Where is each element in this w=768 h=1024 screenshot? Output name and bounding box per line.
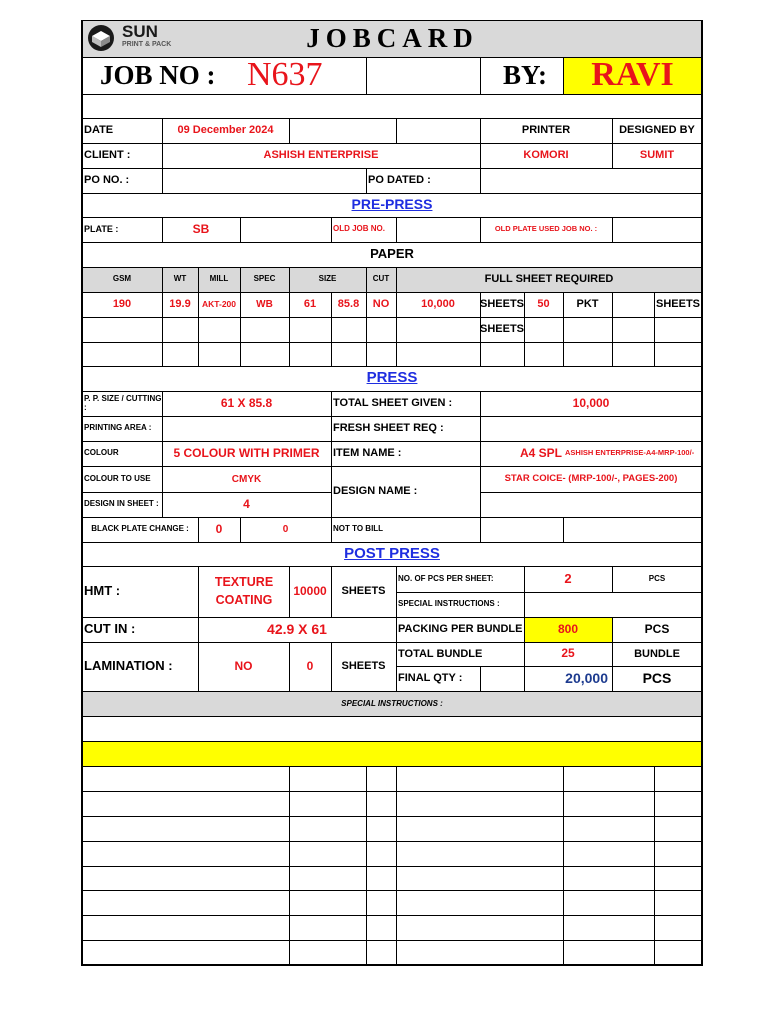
paper-cut: NO <box>372 298 390 311</box>
by-label: BY: <box>502 59 548 90</box>
line <box>654 766 655 965</box>
packing-label: PACKING PER BUNDLE <box>398 623 523 636</box>
press-title: PRESS <box>366 369 418 387</box>
postpress-title: POST PRESS <box>344 544 440 562</box>
line <box>240 217 241 242</box>
paper-sheets-label-2: SHEETS <box>655 298 700 311</box>
paper-title: PAPER <box>370 246 414 262</box>
line <box>82 940 703 941</box>
paper-header-gsm: GSM <box>112 274 132 284</box>
printing-area-label: PRINTING AREA : <box>84 423 152 433</box>
paper-wt: 19.9 <box>169 298 191 311</box>
final-qty-value: 20,000 <box>565 669 608 686</box>
item-name-detail: ASHISH ENTERPRISE-A4-MRP-100/- <box>565 448 695 458</box>
date-value: 09 December 2024 <box>177 124 274 137</box>
printer-label: PRINTER <box>521 124 571 137</box>
company-logo <box>86 22 196 55</box>
old-job-label: OLD JOB NO. <box>333 224 386 234</box>
plate-label: PLATE : <box>84 223 119 234</box>
line <box>82 317 703 318</box>
paper-size-height: 85.8 <box>337 298 360 311</box>
line <box>82 741 703 742</box>
line <box>82 342 703 343</box>
item-name-value: A4 SPL <box>519 445 562 460</box>
line <box>563 766 564 965</box>
design-name-value: STAR COICE- (MRP-100/-, PAGES-200) <box>504 472 678 484</box>
paper-mill: AKT-200 <box>201 298 236 309</box>
designed-by-label: DESIGNED BY <box>619 124 695 137</box>
hmt-qty: 10000 <box>293 583 327 598</box>
paper-sheets-label: SHEETS <box>480 298 524 311</box>
item-name-label: ITEM NAME : <box>333 447 402 460</box>
pp-size-value: 61 X 85.8 <box>220 395 273 410</box>
line <box>289 766 290 965</box>
packing-unit: PCS <box>644 621 670 636</box>
logo-text: SUN <box>122 22 158 41</box>
paper-pkt-value: 50 <box>537 298 550 311</box>
paper-header-wt: WT <box>173 274 187 284</box>
colour-label: COLOUR <box>84 448 119 458</box>
client-label: CLIENT : <box>84 149 131 162</box>
paper-spec: WB <box>256 299 273 310</box>
colour-to-use-value: CMYK <box>231 473 262 485</box>
job-no-label: JOB NO : <box>100 59 216 90</box>
design-in-sheet-label: DESIGN IN SHEET : <box>84 499 159 509</box>
job-no-value: N637 <box>247 56 323 94</box>
design-name-label: DESIGN NAME : <box>333 485 418 498</box>
old-plate-label: OLD PLATE USED JOB NO. : <box>494 224 598 234</box>
pcs-label: PCS <box>648 573 666 583</box>
paper-size-width: 61 <box>303 298 317 311</box>
lamination-label: LAMINATION : <box>84 658 173 674</box>
design-in-sheet-value: 4 <box>243 496 250 511</box>
po-no-label: PO NO. : <box>84 174 130 187</box>
packing-value: 800 <box>557 621 579 636</box>
total-bundle-label: TOTAL BUNDLE <box>398 647 483 660</box>
final-qty-label: FINAL QTY : <box>398 672 463 685</box>
line <box>289 118 290 143</box>
line <box>82 816 703 817</box>
line <box>82 791 703 792</box>
paper-header-cut: CUT <box>372 274 390 284</box>
black-plate-value-2: 0 <box>282 524 289 535</box>
logo-subtext: PRINT & PACK <box>122 41 172 48</box>
black-plate-value-1: 0 <box>215 521 223 536</box>
colour-value: 5 COLOUR WITH PRIMER <box>173 445 320 460</box>
by-value: RAVI <box>591 56 674 94</box>
paper-gsm: 190 <box>112 298 132 311</box>
cut-in-value: 42.9 X 61 <box>267 620 327 637</box>
line <box>480 492 703 493</box>
prepress-title: PRE-PRESS <box>351 196 433 213</box>
hmt-unit: SHEETS <box>341 585 386 598</box>
total-sheet-label: TOTAL SHEET GIVEN : <box>333 397 453 410</box>
line <box>366 766 367 965</box>
pp-size-label: P. P. SIZE / CUTTING : <box>84 393 162 412</box>
total-sheet-value: 10,000 <box>572 395 610 410</box>
line <box>612 217 613 242</box>
pcs-per-sheet-label: NO. OF PCS PER SHEET: <box>398 573 494 583</box>
colour-to-use-label: COLOUR TO USE <box>84 473 151 483</box>
hmt-label: HMT : <box>84 583 121 599</box>
paper-header-spec: SPEC <box>253 274 276 284</box>
pcs-per-sheet-value: 2 <box>564 570 572 586</box>
fresh-sheet-label: FRESH SHEET REQ : <box>333 422 444 435</box>
paper-pkt-label: PKT <box>576 298 599 311</box>
po-dated-label: PO DATED : <box>368 174 431 187</box>
line <box>480 57 481 94</box>
lamination-unit: SHEETS <box>341 660 386 673</box>
date-label: DATE <box>84 124 114 137</box>
paper-full-sheet: 10,000 <box>421 298 455 311</box>
line <box>82 841 703 842</box>
black-plate-label: BLACK PLATE CHANGE : <box>91 524 189 534</box>
logo-mark-icon <box>86 23 120 53</box>
special-instructions-label: SPECIAL INSTRUCTIONS : <box>398 599 500 609</box>
line <box>396 217 397 242</box>
total-bundle-unit: BUNDLE <box>634 647 680 660</box>
paper-header-full-sheet: FULL SHEET REQUIRED <box>484 273 614 286</box>
lamination-value: NO <box>234 658 253 673</box>
line <box>563 517 564 542</box>
line <box>366 57 367 94</box>
line <box>82 766 703 767</box>
total-bundle-value: 25 <box>561 646 575 661</box>
page-title: JOBCARD <box>306 22 479 53</box>
line <box>396 118 397 143</box>
cut-in-label: CUT IN : <box>84 621 136 637</box>
designed-by-value: SUMIT <box>639 149 675 162</box>
lamination-qty: 0 <box>306 658 314 673</box>
client-value: ASHISH ENTERPRISE <box>263 149 379 162</box>
not-to-bill-label: NOT TO BILL <box>333 524 384 534</box>
final-qty-unit: PCS <box>642 669 672 686</box>
line <box>82 964 703 966</box>
line <box>82 915 703 916</box>
line <box>82 890 703 891</box>
line <box>82 866 703 867</box>
line <box>82 716 703 717</box>
yellow-band <box>82 741 702 766</box>
paper-row2-sheets-label: SHEETS <box>480 323 524 336</box>
special-instructions-title: SPECIAL INSTRUCTIONS : <box>341 698 443 708</box>
line <box>480 666 481 691</box>
line <box>396 766 397 965</box>
hmt-value: TEXTURE COATING <box>214 575 274 607</box>
plate-value: SB <box>192 221 210 236</box>
line <box>612 292 613 366</box>
paper-header-size: SIZE <box>318 274 337 284</box>
paper-header-mill: MILL <box>209 274 229 284</box>
printer-value: KOMORI <box>523 149 569 162</box>
